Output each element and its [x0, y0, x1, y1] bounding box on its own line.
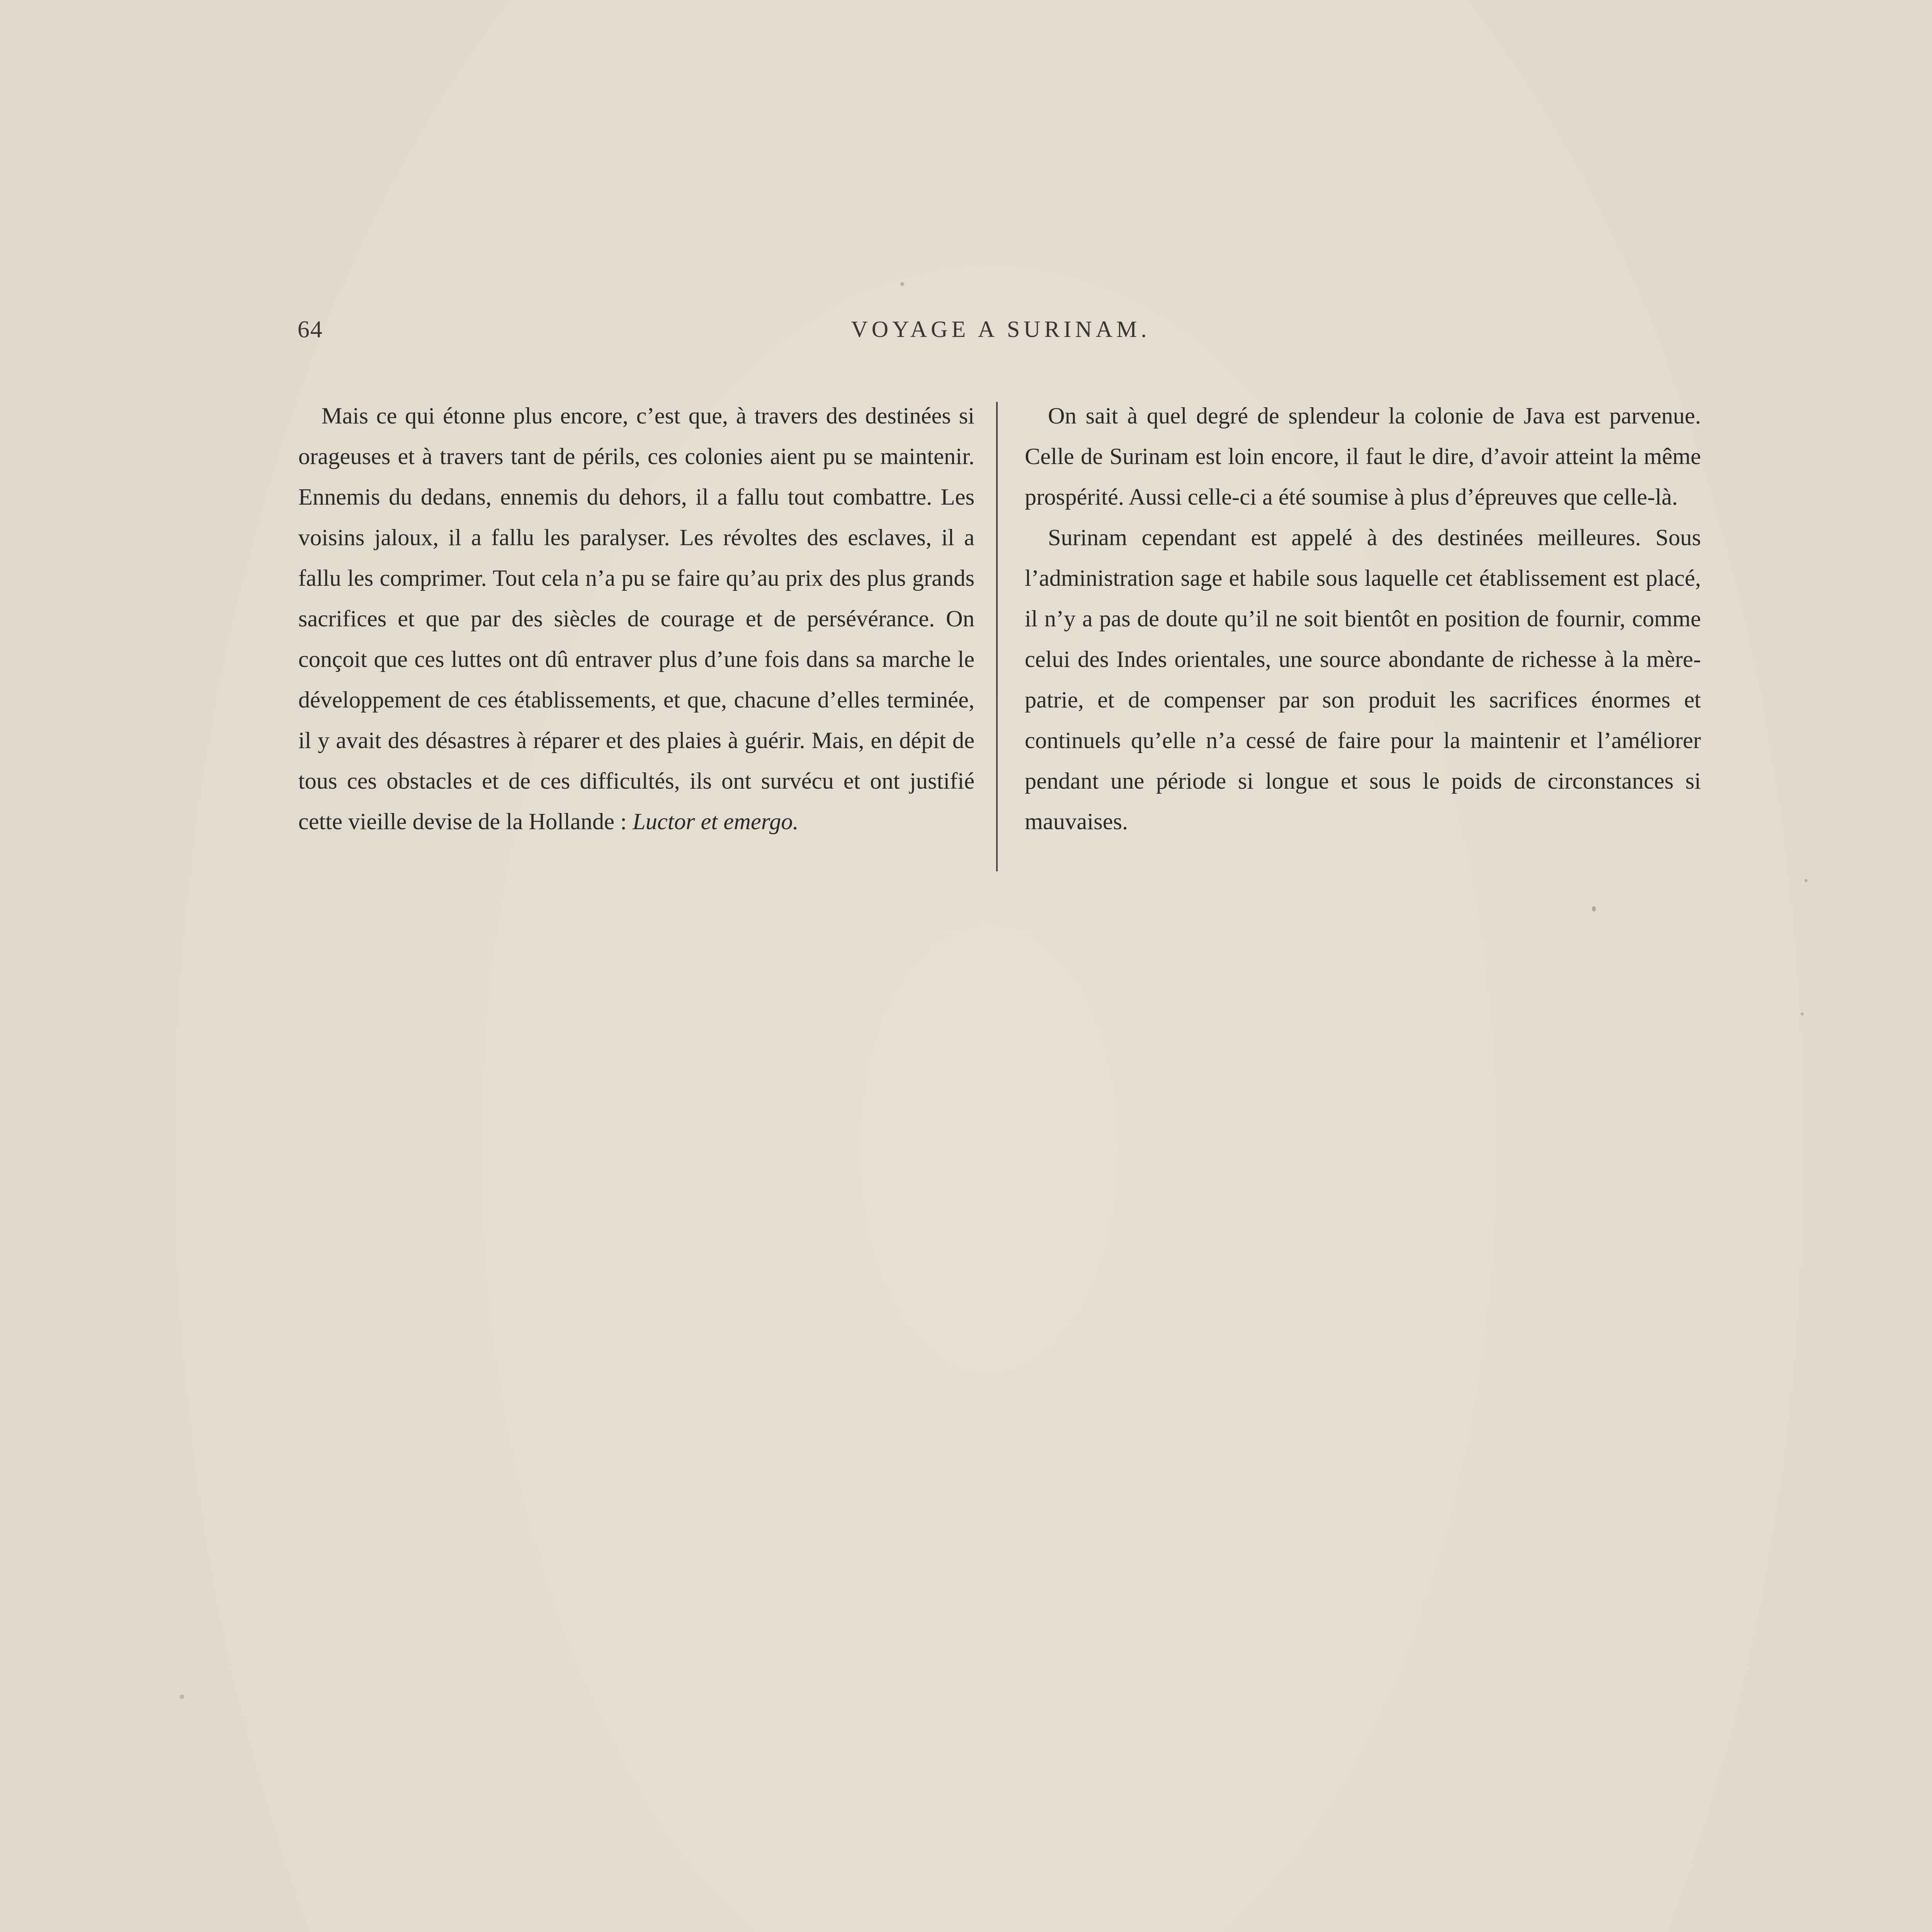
paper-fleck: [1592, 906, 1596, 912]
paper-fleck: [1801, 1012, 1804, 1015]
right-paragraph-2: Surinam cependant est appelé à des destinées meilleures. Sous l’administration sage et habile sous laquelle cet établissement est placé, il n’y a pas de doute qu’il ne soit bientôt en position de fournir, comme celui des Indes orientales, une source abondante de richesse à la mère-patrie, et de compenser par son produit les sacrifices énormes et continuels qu’elle n’a cessé de faire pour la maintenir et l’améliorer pendant une période si longue et sous le poids de circonstances si mauvaises.: [1025, 525, 1701, 835]
page-header: [298, 316, 1704, 351]
running-title: VOYAGE A SURINAM.: [851, 316, 1151, 342]
right-column: [1025, 396, 1701, 842]
left-paragraph-text: Mais ce qui étonne plus encore, c’est que, à travers des destinées si orageuses et à travers tant de périls, ces colonies aient pu se maintenir. Ennemis du dedans, ennemis du dehors, il a fallu tout combattre. Les voisins jaloux, il a fallu les paralyser. Les révoltes des esclaves, il a fallu les comprimer. Tout cela n’a pu se faire qu’au prix des plus grands sacrifices et que par des siècles de courage et de persévérance. On conçoit que ces luttes ont dû entraver plus d’une fois dans sa marche le développement de ces établissements, et que, chacune d’elles terminée, il y avait des désastres à réparer et des plaies à guérir. Mais, en dépit de tous ces obstacles et de ces difficultés, ils ont survécu et ont justifié cette vieille devise de la Hollande :: [298, 403, 975, 835]
paper-fleck: [900, 282, 904, 286]
left-paragraph: [298, 396, 975, 842]
column-divider: [996, 402, 998, 871]
left-column: [298, 396, 975, 842]
motto: Luctor et emergo.: [633, 809, 799, 835]
paper-fleck: [180, 1694, 184, 1699]
paper-fleck: [1804, 879, 1808, 882]
page-number: 64: [298, 316, 323, 343]
right-paragraph-1: On sait à quel degré de splendeur la colonie de Java est parvenue. Celle de Surinam est loin encore, il faut le dire, d’avoir atteint la même prospérité. Aussi celle-ci a été soumise à plus d’épreuves que celle-là.: [1025, 403, 1701, 510]
